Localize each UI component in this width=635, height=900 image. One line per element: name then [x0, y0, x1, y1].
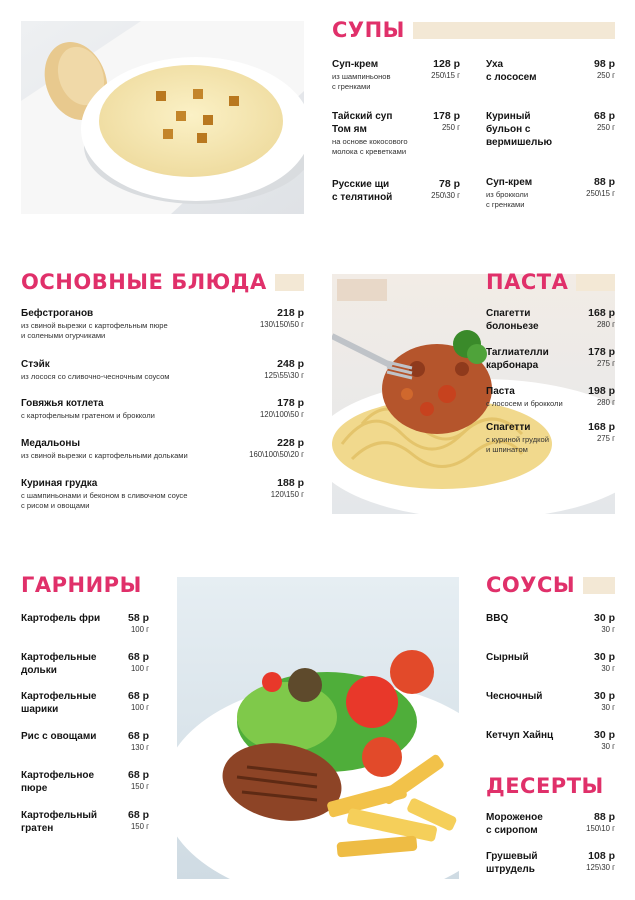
pasta-name: Паста	[486, 386, 515, 397]
side-name: Картофельное пюре	[21, 770, 95, 794]
soup-weight: 250\30 г	[431, 191, 460, 200]
main-item	[21, 437, 304, 461]
pasta-desc: с лососем и брокколи	[486, 399, 563, 408]
soup-weight: 250 г	[596, 123, 615, 132]
soup-desc: из шампиньонов с гренками	[332, 72, 391, 91]
main-desc: из лосося со сливочно-чесночным соусом	[21, 372, 170, 381]
main-price: 218 р	[277, 307, 304, 319]
side-price: 68 р	[127, 769, 149, 781]
side-item	[21, 690, 149, 716]
soups-heading	[332, 20, 615, 41]
dessert-item	[486, 811, 615, 837]
side-weight: 100 г	[130, 625, 149, 634]
side-price: 58 р	[127, 612, 149, 624]
main-price: 178 р	[277, 397, 304, 409]
soup-name: Тайский суп Том ям	[332, 111, 393, 135]
side-price: 68 р	[127, 809, 149, 821]
side-price: 68 р	[127, 730, 149, 742]
main-item	[21, 307, 304, 341]
main-name: Стэйк	[21, 359, 50, 370]
desserts-heading	[486, 776, 615, 797]
side-weight: 100 г	[130, 703, 149, 712]
side-weight: 100 г	[130, 664, 149, 673]
soup-price: 128 р	[433, 58, 460, 70]
pasta-name: Спагетти болоньезе	[486, 308, 539, 332]
pasta-price: 178 р	[588, 346, 615, 358]
sauces-heading-band	[583, 577, 615, 594]
side-item	[21, 612, 149, 635]
sauce-price: 30 р	[593, 690, 615, 702]
pasta-price: 198 р	[588, 385, 615, 397]
soup-weight: 250\15 г	[431, 71, 460, 80]
mains-heading	[21, 272, 304, 293]
sauce-weight: 30 г	[601, 703, 615, 712]
dessert-name: Грушевый штрудель	[486, 851, 538, 875]
pasta-price: 168 р	[588, 307, 615, 319]
main-price: 228 р	[277, 437, 304, 449]
dessert-weight: 125\30 г	[586, 863, 615, 872]
main-name: Медальоны	[21, 438, 80, 449]
dessert-price: 88 р	[593, 811, 615, 823]
soup-item	[486, 58, 615, 85]
main-weight: 130\150\50 г	[259, 320, 304, 329]
main-weight: 120\150 г	[270, 490, 304, 499]
pasta-name: Таглиателли карбонара	[486, 347, 549, 371]
sauce-item	[486, 729, 615, 752]
soup-price: 178 р	[433, 110, 460, 122]
soup-weight: 250 г	[596, 71, 615, 80]
soup-item	[486, 110, 615, 150]
main-weight: 160\100\50\20 г	[249, 450, 304, 459]
sauce-item	[486, 651, 615, 674]
sides-title: ГАРНИРЫ	[21, 573, 142, 597]
soup-item	[332, 58, 460, 92]
steak-photo	[177, 577, 459, 879]
soup-item	[332, 178, 460, 205]
main-price: 248 р	[277, 358, 304, 370]
sides-heading	[21, 575, 149, 596]
main-desc: с шампиньонами и беконом в сливочном соусе с рисом и овощами	[21, 491, 188, 510]
pasta-weight: 280 г	[596, 320, 615, 329]
sauces-heading	[486, 575, 615, 596]
main-price: 188 р	[277, 477, 304, 489]
pasta-title: ПАСТА	[486, 270, 569, 294]
main-item	[21, 477, 304, 511]
main-name: Говяжья котлета	[21, 398, 104, 409]
pasta-weight: 275 г	[596, 359, 615, 368]
side-weight: 150 г	[130, 782, 149, 791]
soup-item	[332, 110, 460, 157]
soup-name: Куриный бульон с вермишелью	[486, 111, 553, 148]
pasta-weight: 280 г	[596, 398, 615, 407]
pasta-desc: с куриной грудкой и шпинатом	[486, 435, 550, 454]
pasta-item	[486, 346, 615, 373]
pasta-weight: 275 г	[596, 434, 615, 443]
sauce-name: BBQ	[486, 613, 509, 624]
side-name: Картофельные дольки	[21, 652, 97, 676]
main-desc: из свиной вырезки с картофельным пюре и солеными огурчиками	[21, 321, 168, 340]
sauce-price: 30 р	[593, 729, 615, 741]
side-name: Картофельные шарики	[21, 691, 97, 715]
dessert-name: Мороженое с сиропом	[486, 812, 543, 836]
side-price: 68 р	[127, 690, 149, 702]
pasta-name: Спагетти	[486, 422, 531, 433]
side-item	[21, 651, 149, 677]
sauce-item	[486, 690, 615, 713]
dessert-item	[486, 850, 615, 876]
sauces-title: СОУСЫ	[486, 573, 576, 597]
sauce-weight: 30 г	[601, 742, 615, 751]
dessert-price: 108 р	[588, 850, 615, 862]
soup-weight: 250\15 г	[586, 189, 615, 198]
main-name: Куриная грудка	[21, 478, 98, 489]
sauce-price: 30 р	[593, 651, 615, 663]
side-item	[21, 730, 149, 753]
main-name: Бефстроганов	[21, 308, 94, 319]
soup-name: Русские щи с телятиной	[332, 179, 393, 203]
main-item	[21, 358, 304, 382]
side-price: 68 р	[127, 651, 149, 663]
sauce-name: Сырный	[486, 652, 529, 663]
soup-photo	[21, 21, 304, 214]
pasta-item	[486, 421, 615, 455]
main-weight: 125\55\30 г	[264, 371, 304, 380]
main-desc: из свиной вырезки с картофельными дольками	[21, 451, 188, 460]
sauce-weight: 30 г	[601, 664, 615, 673]
main-desc: с картофельным гратеном и брокколи	[21, 411, 155, 420]
sauce-name: Кетчуп Хайнц	[486, 730, 554, 741]
side-item	[21, 809, 149, 835]
side-name: Картофель фри	[21, 613, 101, 624]
sauce-weight: 30 г	[601, 625, 615, 634]
sauce-item	[486, 612, 615, 635]
side-weight: 150 г	[130, 822, 149, 831]
soup-desc: на основе кокосового молока с креветками	[332, 137, 408, 156]
sauce-name: Чесночный	[486, 691, 543, 702]
soup-name: Суп-крем	[332, 59, 379, 70]
mains-heading-band	[275, 274, 304, 291]
side-item	[21, 769, 149, 795]
mains-title: ОСНОВНЫЕ БЛЮДА	[21, 270, 267, 294]
soup-price: 68 р	[593, 110, 615, 122]
soups-title: СУПЫ	[332, 18, 405, 42]
soup-price: 88 р	[593, 176, 615, 188]
soup-weight: 250 г	[441, 123, 460, 132]
side-name: Картофельный гратен	[21, 810, 98, 834]
soup-name: Суп-крем	[486, 177, 533, 188]
pasta-item	[486, 307, 615, 334]
soup-name: Уха с лососем	[486, 59, 537, 83]
main-weight: 120\100\50 г	[259, 410, 304, 419]
pasta-heading	[486, 272, 615, 293]
pasta-item	[486, 385, 615, 409]
pasta-heading-band	[576, 274, 615, 291]
side-name: Рис с овощами	[21, 731, 97, 742]
soups-heading-band	[413, 22, 615, 39]
soup-desc: из брокколи с гренками	[486, 190, 529, 209]
soup-item	[486, 176, 615, 210]
pasta-price: 168 р	[588, 421, 615, 433]
desserts-title: ДЕСЕРТЫ	[486, 774, 604, 798]
dessert-weight: 150\10 г	[586, 824, 615, 833]
side-weight: 130 г	[130, 743, 149, 752]
main-item	[21, 397, 304, 421]
soup-price: 98 р	[593, 58, 615, 70]
soup-price: 78 р	[438, 178, 460, 190]
sauce-price: 30 р	[593, 612, 615, 624]
